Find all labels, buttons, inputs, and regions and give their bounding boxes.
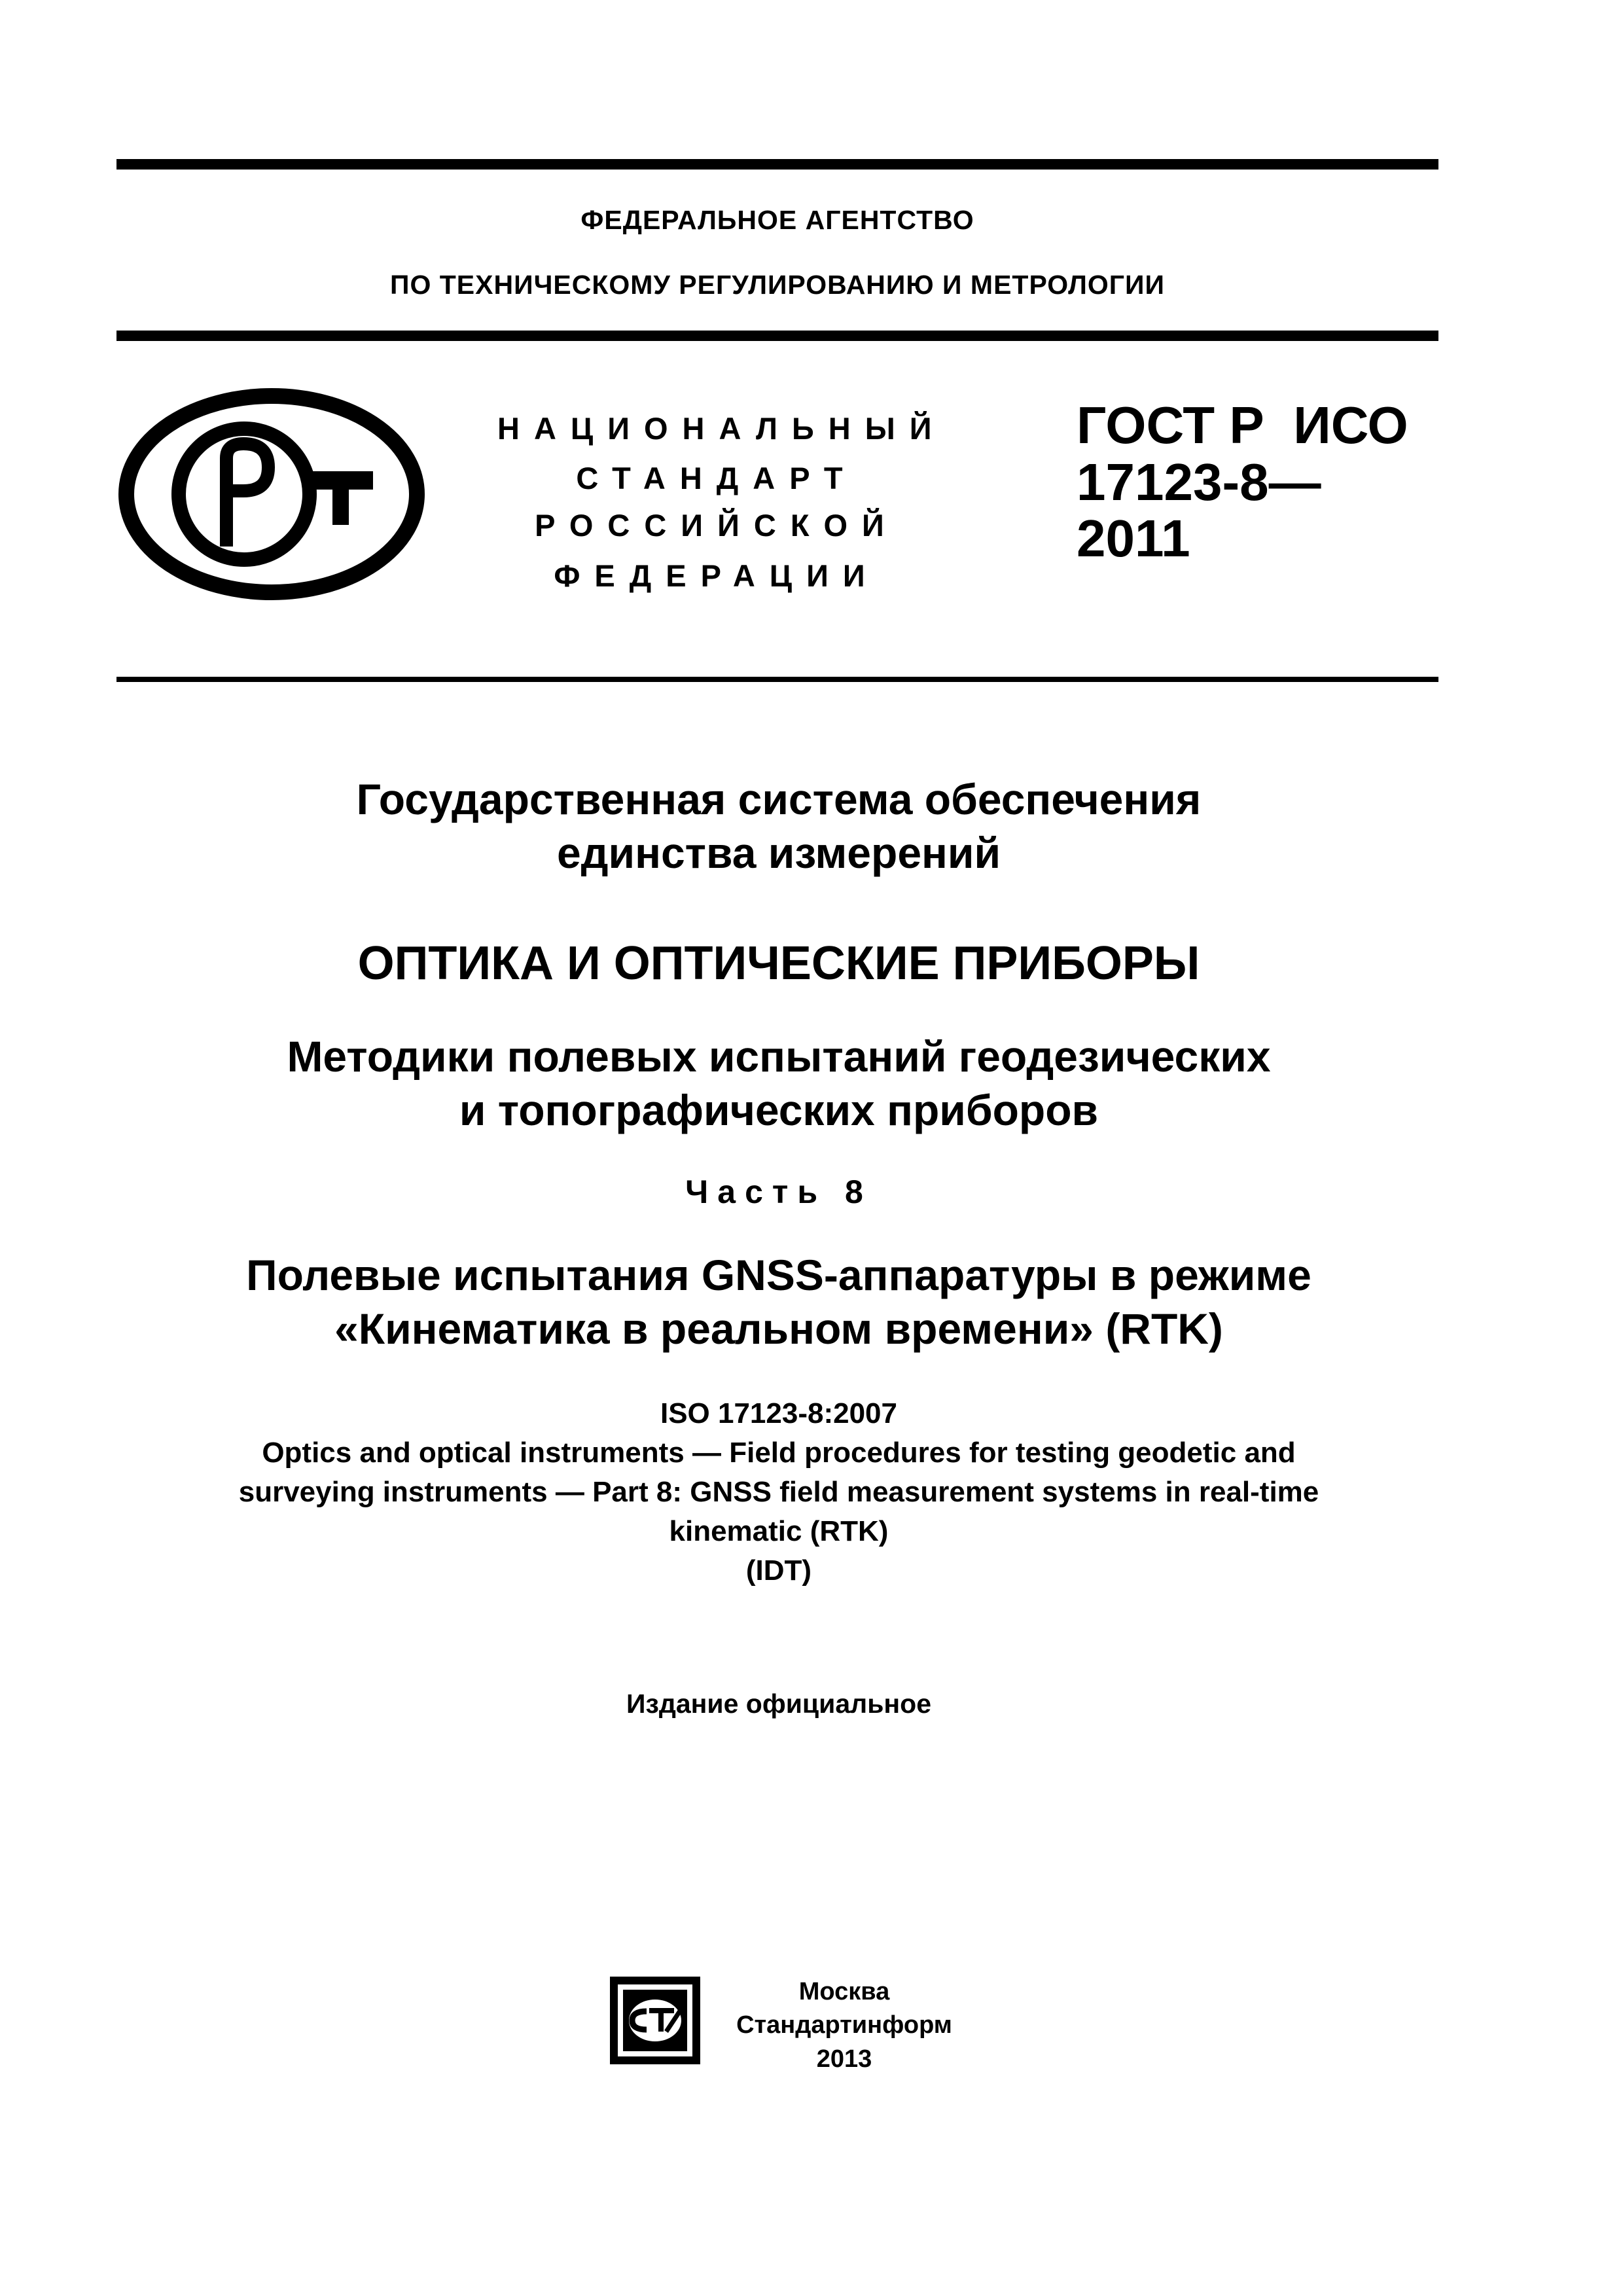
header-rule [116,677,1438,682]
subtitle [92,1030,1466,1137]
national-standard-line1: НАЦИОНАЛЬНЫЙ [497,411,946,446]
agency-name-line2: ПО ТЕХНИЧЕСКОМУ РЕГУЛИРОВАНИЮ И МЕТРОЛОГИИ [390,270,1165,300]
edition-label: Издание официальное [626,1689,932,1719]
national-standard-line4: ФЕДЕРАЦИИ [554,558,880,593]
publisher-year: 2013 [816,2045,872,2073]
rst-standard-logo-icon [116,386,427,602]
designation-line1: ГОСТ Р ИСО [1077,396,1408,454]
top-rule [116,159,1438,170]
iso-reference [92,1394,1466,1590]
part-title-line2: «Кинематика в реальном времени» (RTK) [334,1304,1223,1353]
system-title [92,772,1466,880]
designation-line2: 17123-8— [1077,453,1321,511]
subtitle-line1: Методики полевых испытаний геодезических [287,1032,1271,1081]
subtitle-line2: и топографических приборов [459,1086,1099,1134]
publisher-name: Стандартинформ [736,2011,952,2039]
agency-name-line1: ФЕДЕРАЛЬНОЕ АГЕНТСТВО [580,205,974,235]
main-title: ОПТИКА И ОПТИЧЕСКИЕ ПРИБОРЫ [357,937,1200,990]
part-title [92,1248,1466,1355]
part-title-line1: Полевые испытания GNSS-аппаратуры в режиме [246,1251,1311,1299]
national-standard-line2: СТАНДАРТ [576,461,857,495]
iso-title-line2: surveying instruments — Part 8: GNSS field measurement systems in real-time [238,1476,1319,1508]
national-standard-line3: РОССИЙСКОЙ [535,508,899,543]
designation-line3: 2011 [1077,509,1190,567]
publisher-city: Москва [798,1978,890,2005]
agency-rule [116,331,1438,341]
iso-title-line1: Optics and optical instruments — Field procedures for testing geodetic and [262,1437,1296,1469]
part-number: Часть 8 [685,1174,872,1210]
system-title-line1: Государственная система обеспечения [356,775,1202,823]
iso-title-line3: kinematic (RTK) [669,1515,889,1547]
iso-code: ISO 17123-8:2007 [660,1397,898,1429]
system-title-line2: единства измерений [556,829,1001,877]
iso-identity: (IDT) [745,1554,812,1587]
standartinform-logo-icon [609,1975,702,2066]
